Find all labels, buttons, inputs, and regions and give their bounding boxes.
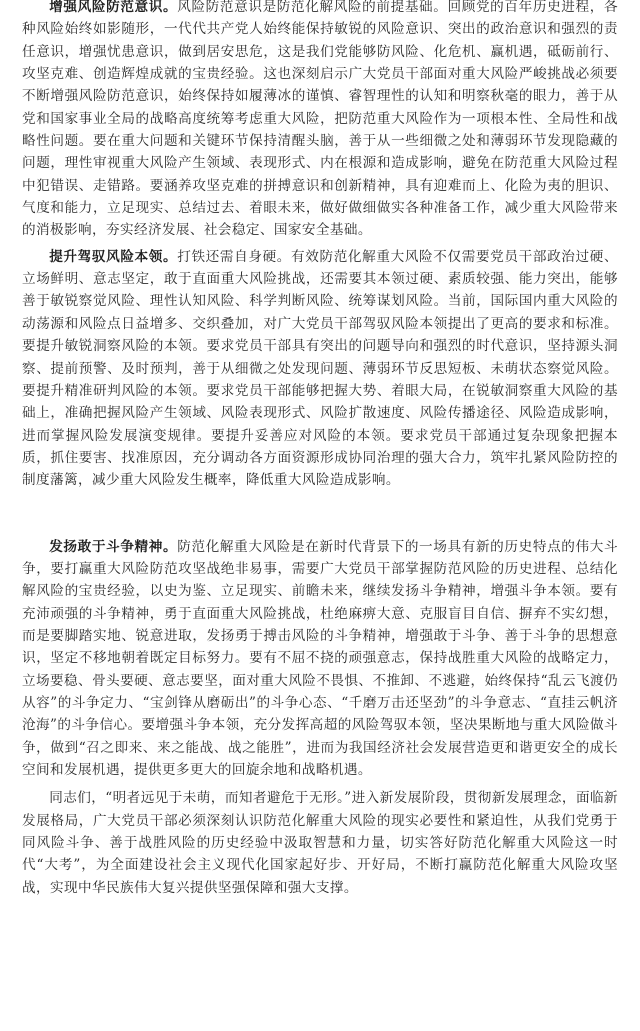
paragraph-conclusion	[22, 787, 618, 899]
paragraph-text: 风险防范意识是防范化解风险的前提基础。回顾党的百年历史进程，各种风险始终如影随形，一代代共产党人始终能保持敏锐的风险意识、突出的政治意识和强烈的责任意识，增强忧患意识，做到居安思危，这是我们党能够防风险、化危机、赢机遇，砥砺前行、攻坚克难、创造辉煌成就的宝贵经验。这也深刻启示广大党员干部面对重大风险严峻挑战必须要不断增强风险防范意识，始终保持如履薄冰的谨慎、睿智理性的认知和明察秋毫的眼力，善于从党和国家事业全局的战略高度统筹考虑重大风险，把防范重大风险作为一项根本性、全局性和战略性问题。要在重大问题和关键环节保持清醒头脑，善于从一些细微之处和薄弱环节发现隐藏的问题，理性审视重大风险产生领域、表现形式、内在根源和造成影响，避免在防范重大风险过程中犯错误、走错路。要涵养攻坚克难的拼搏意识和创新精神，具有迎难而上、化险为夷的胆识、气度和能力，立足现实、总结过去、着眼未来，做好做细做实各种准备工作，减少重大风险带来的消极影响，夯实经济发展、社会稳定、国家安全基础。	[22, 0, 618, 239]
paragraph-heading: 发扬敢于斗争精神。	[49, 538, 178, 555]
paragraph-text: 同志们，“明者远见于未萌，而知者避危于无形。”进入新发展阶段，贯彻新发展理念，面临新发展格局，广大党员干部必须深刻认识防范化解重大风险的现实必要性和紧迫性，从我们党勇于同风险斗争、善于战胜风险的历史经验中汲取智慧和力量，切实答好防范化解重大风险这一时代“大考”，为全面建设社会主义现代化国家起好步、开好局，不断打赢防范化解重大风险攻坚战，实现中华民族伟大复兴提供坚强保障和强大支撑。	[22, 790, 618, 896]
paragraph-struggle-spirit	[22, 536, 618, 782]
paragraph-risk-control-ability	[22, 246, 618, 492]
paragraph-heading: 提升驾驭风险本领。	[49, 248, 178, 265]
paragraph-text: 打铁还需自身硬。有效防范化解重大风险不仅需要党员干部政治过硬、立场鲜明、意志坚定，敢于直面重大风险挑战，还需要其本领过硬、素质较强、能力突出，能够善于敏锐察觉风险、理性认知风险、科学判断风险、统筹谋划风险。当前，国际国内重大风险的动荡源和风险点日益增多、交织叠加，对广大党员干部驾驭风险本领提出了更高的要求和标准。要提升敏锐洞察风险的本领。要求党员干部具有突出的问题导向和强烈的时代意识，坚持源头洞察、提前预警、及时预判，善于从细微之处发现问题、薄弱环节反思短板、未萌状态察觉风险。要提升精准研判风险的本领。要求党员干部能够把握大势、着眼大局，在锐敏洞察重大风险的基础上，准确把握风险产生领域、风险表现形式、风险扩散速度、风险传播途径、风险造成影响，进而掌握风险发展演变规律。要提升妥善应对风险的本领。要求党员干部通过复杂现象把握本质，抓住要害、找准原因，充分调动各方面资源形成协同治理的强大合力，筑牢扎紧风险防控的制度藩篱，减少重大风险发生概率，降低重大风险造成影响。	[22, 248, 618, 489]
article-body	[22, 0, 618, 899]
paragraph-text: 防范化解重大风险是在新时代背景下的一场具有新的历史特点的伟大斗争，要打赢重大风险防范攻坚战绝非易事，需要广大党员干部掌握防范风险的历史进程、总结化解风险的宝贵经验，以史为鉴、立足现实、前瞻未来，继续发扬斗争精神，增强斗争本领。要有充沛顽强的斗争精神，勇于直面重大风险挑战，杜绝麻痹大意、克服盲目自信、摒弃不实幻想，而是要脚踏实地、锐意进取，发扬勇于搏击风险的斗争精神，增强敢于斗争、善于斗争的思想意识，坚定不移地朝着既定目标努力。要有不屈不挠的顽强意志，保持战胜重大风险的战略定力，立场要稳、骨头要硬、意志要坚，面对重大风险不畏惧、不推卸、不逃避，始终保持“乱云飞渡仍从容”的斗争定力、“宝剑锋从磨砺出”的斗争心态、“千磨万击还坚劲”的斗争意志、“直挂云帆济沧海”的斗争信心。要增强斗争本领，充分发挥高超的风险驾驭本领，坚决果断地与重大风险做斗争，做到“召之即来、来之能战、战之能胜”，进而为我国经济社会发展营造更和谐更安全的成长空间和发展机遇，提供更多更大的回旋余地和战略机遇。	[22, 538, 618, 778]
paragraph-risk-awareness	[22, 0, 618, 242]
paragraph-heading: 增强风险防范意识。	[49, 0, 178, 15]
